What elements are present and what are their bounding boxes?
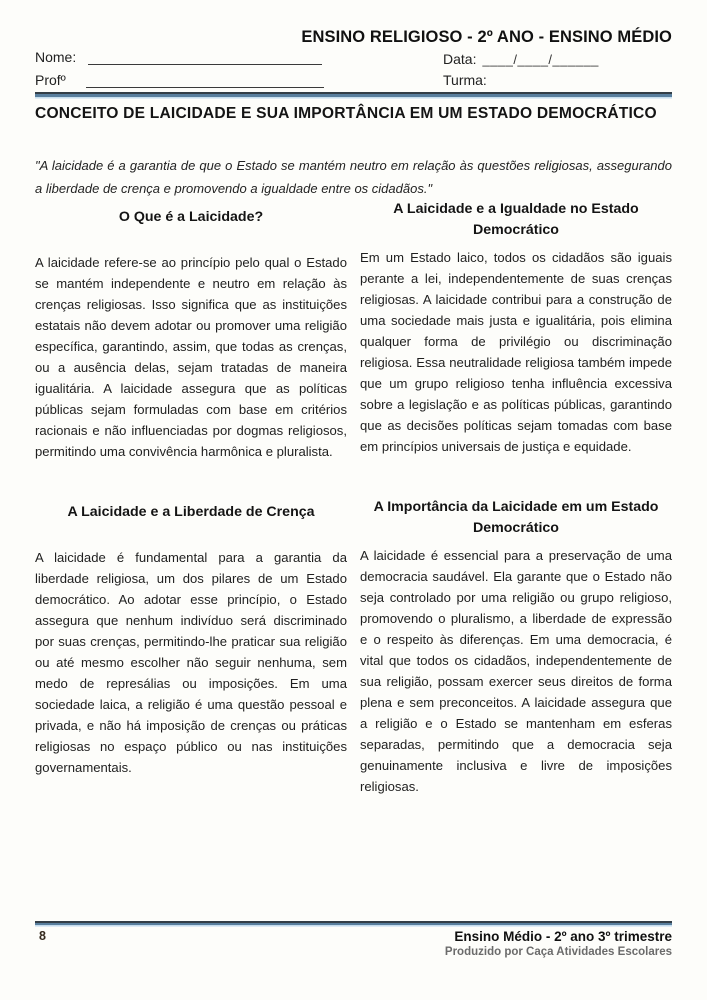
section-liberdade-de-crenca [35,502,347,778]
header-divider [35,92,672,99]
date-label: Data: [443,51,477,67]
section-body: A laicidade é fundamental para a garantia da liberdade religiosa, um dos pilares de um Estado democrático. Ao adotar esse princípio, o Estado assegura que nenhum indivíduo será discriminado por suas crenças, permitindo-lhe praticar sua religião ou até mesmo escolher não seguir nenhuma, sem medo de represálias ou imposições. Em uma sociedade laica, a religião é uma questão pessoal e privada, e não há imposição de crenças ou práticas religiosas no espaço público ou nas instituições governamentais. [35,550,347,775]
worksheet-footer [35,929,672,958]
section-heading: O Que é a Laicidade? [118,209,264,225]
section-body: A laicidade é essencial para a preservação de uma democracia saudável. Ela garante que o Estado não seja controlado por uma religião ou grupo religioso, promovendo o pluralismo, a liberdade de expressão e o respeito às diferenças. Em uma democracia, é vital que todos os cidadãos, independentemente de sua religião, possam exercer seus direitos de forma plena e sem preconceitos. A laicidade assegura que a religião e o Estado se mantenham em esferas separadas, permitindo que a democracia seja genuinamente inclusiva e livre de imposições religiosas. [360,548,672,794]
name-label: Nome: [35,49,77,65]
section-body: Em um Estado laico, todos os cidadãos são iguais perante a lei, independentemente de suas crenças religiosas. A laicidade contribui para a construção de uma sociedade mais justa e igualitária, pois elimina qualquer forma de privilégio ou discriminação religiosa. Essa neutralidade religiosa também impede que um grupo religioso tenha influência excessiva sobre a legislação e as políticas públicas, garantindo que as decisões políticas sejam tomadas com base em princípios universais de justiça e equidade. [360,250,672,454]
name-field-row [35,49,322,65]
section-importancia-da-laicidade [360,497,672,797]
course-title: ENSINO RELIGIOSO - 2º ANO - ENSINO MÉDIO [301,28,672,46]
footer-divider [35,921,672,927]
right-column [360,199,672,797]
footer-producer: Produzido por Caça Atividades Escolares [444,946,672,958]
section-heading: A Laicidade e a Igualdade no Estado Democrático [393,201,639,238]
class-field-row [443,72,487,88]
section-what-is-laicidade [35,207,347,462]
two-column-layout [35,199,672,797]
footer-credits [445,929,672,958]
date-field-row [443,51,599,67]
page-number: 8 [39,929,46,943]
teacher-blank-line [86,75,324,88]
section-heading: A Importância da Laicidade em um Estado Democrático [373,499,659,536]
teacher-label: Profº [35,72,66,88]
worksheet-header [35,26,672,90]
section-body: A laicidade refere-se ao princípio pelo qual o Estado se mantém independente e neutro em relação às crenças religiosas. Isso significa que as instituições estatais não devem adotar ou promover uma religião específica, garantindo, assim, que todas as crenças, ou a ausência delas, sejam tratadas de maneira igualitária. A laicidade assegura que as políticas públicas sejam formuladas com base em critérios racionais e não influenciadas por dogmas religiosos, permitindo uma convivência harmônica e pluralista. [35,255,347,459]
section-heading: A Laicidade e a Liberdade de Crença [67,504,315,520]
teacher-field-row [35,72,324,88]
page-title: CONCEITO DE LAICIDADE E SUA IMPORTÂNCIA EM UM ESTADO DEMOCRÁTICO [35,105,657,122]
intro-quote: "A laicidade é a garantia de que o Estado se mantém neutro em relação às questões religiosas, assegurando a liberdade de crença e promovendo a igualdade entre os cidadãos." [35,158,672,196]
name-blank-line [88,52,322,65]
left-column [35,199,347,797]
footer-course-info: Ensino Médio - 2º ano 3º trimestre [454,929,672,944]
class-label: Turma: [443,72,487,88]
date-blank-line: ____/____/______ [482,52,599,67]
section-igualdade-no-estado [360,199,672,457]
